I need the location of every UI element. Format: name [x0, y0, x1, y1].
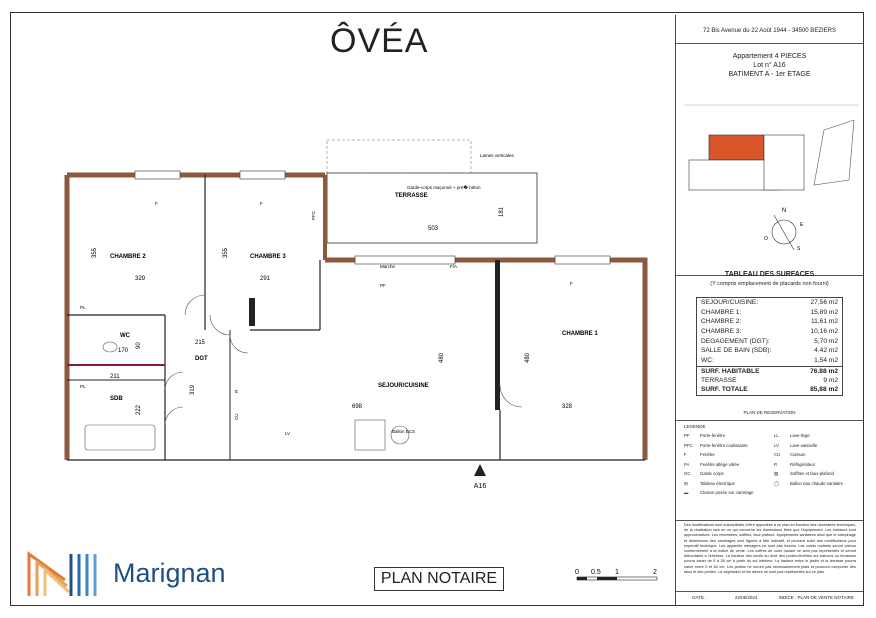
- legend-code2: LL: [774, 433, 779, 438]
- marker-label: A16: [473, 483, 487, 490]
- legend-label2: Lave-linge: [790, 433, 810, 438]
- dim-chambre3-h: 355: [223, 247, 229, 258]
- compass-n: N: [781, 208, 787, 214]
- info-panel: [675, 15, 863, 605]
- window-sejour: [355, 256, 455, 264]
- dim-terrasse-h: 181: [499, 206, 505, 217]
- legend-code2: LV: [774, 442, 779, 448]
- scale-label-1: 1: [615, 569, 619, 576]
- door-ch2: [185, 295, 205, 315]
- exterior-wall-right: [325, 260, 645, 460]
- surface-row: [697, 346, 842, 356]
- floor-plan-svg: [55, 135, 665, 495]
- label-pl-sdb: PL: [80, 384, 86, 389]
- label-chambre3: CHAMBRE 3: [250, 254, 286, 260]
- surface-value: 85,88 m2: [810, 386, 838, 394]
- dim-chambre1-h: 480: [525, 352, 531, 363]
- floor-plan: [55, 135, 665, 495]
- compass-o: O: [764, 236, 768, 242]
- scale-bar: [575, 566, 665, 588]
- surface-label: CHAMBRE 2:: [701, 318, 742, 326]
- address: 72 Bis Avenue du 22 Août 1944 - 34500 BEZIERS: [703, 28, 836, 34]
- label-marche: Marche: [380, 264, 396, 269]
- legend-code: PF: [684, 433, 690, 438]
- label-lv: LV: [285, 431, 291, 436]
- surface-value: 1,54 m2: [814, 357, 838, 365]
- label-f-ch2: F: [155, 201, 158, 206]
- surface-row: [697, 308, 842, 318]
- wall-block-ch1: [495, 260, 500, 410]
- legend-label2: Réfrigérateur: [790, 461, 816, 467]
- dim-chambre3-w: 291: [260, 276, 271, 282]
- surface-label: SURF. HABITABLE: [701, 367, 760, 375]
- legend-label: Fenêtre allège vitrée: [700, 461, 740, 467]
- legend-label: Porte-fenêtre coulissante: [700, 442, 748, 448]
- kitchen-unit: [355, 420, 385, 450]
- door-sdb: [165, 407, 183, 425]
- dim-dgt-w: 215: [195, 340, 206, 346]
- legend-label: Garde corps: [700, 471, 724, 476]
- surfaces-subtitle: (Y compris emplacement de placards non fourni): [710, 281, 829, 287]
- surface-row: [697, 356, 842, 366]
- surface-row: [697, 298, 842, 308]
- surface-label: SEJOUR/CUISINE:: [701, 299, 759, 306]
- dim-sdb-h: 222: [136, 404, 142, 415]
- label-garde-corps: Garde-corps maçonné + pré� béton: [407, 185, 481, 190]
- surface-row: [697, 327, 842, 337]
- label-r: R: [234, 389, 239, 393]
- wall-block-1: [249, 298, 255, 326]
- marignan-logo: [27, 550, 247, 598]
- surface-value: 11,61 m2: [810, 318, 838, 326]
- legend-code2: [774, 490, 790, 496]
- surface-row: [697, 366, 842, 376]
- surfaces-title: TABLEAU DES SURFACES: [724, 271, 815, 278]
- label-ballon: Ballon ECS: [392, 429, 416, 434]
- scale-label-2: 2: [653, 569, 657, 576]
- logo-text: Marignan: [113, 558, 226, 588]
- dim-wc-w: 170: [118, 348, 129, 354]
- door-wc: [165, 372, 183, 390]
- plan-notaire-title: PLAN NOTAIRE: [374, 567, 504, 591]
- legend-label: Tableau électrique: [700, 480, 735, 486]
- compass-e: E: [800, 222, 804, 228]
- surface-value: 76.88 m2: [810, 367, 838, 375]
- terrace-canopy: [327, 140, 471, 173]
- brand-title: ÔVÉA: [330, 22, 429, 60]
- logo-mark-icon: [27, 550, 109, 598]
- surface-label: DEGAGEMENT (DGT):: [701, 337, 770, 345]
- plan-marker: [465, 462, 495, 492]
- label-f-ch3: F: [260, 201, 263, 206]
- legend-code2: ▨: [774, 471, 779, 476]
- dim-sejour-h: 480: [439, 352, 445, 363]
- window-ch2: [135, 171, 180, 179]
- legend-label2: Lave-vaisselle: [790, 442, 818, 448]
- surface-label: CHAMBRE 1:: [701, 308, 742, 316]
- surface-label: WC:: [701, 357, 714, 365]
- footer-bar: [676, 591, 863, 603]
- footer-date: 22/05/2024: [734, 595, 758, 600]
- surface-label: CHAMBRE 3:: [701, 328, 742, 336]
- bathtub: [85, 425, 155, 450]
- surface-value: 9 m2: [823, 376, 838, 384]
- footer-index: INDICE : PLAN DE VENTE NOTAIRE: [778, 595, 854, 600]
- scale-seg-1: [577, 577, 587, 580]
- dim-chambre2-h: 355: [92, 247, 98, 258]
- site-boundary: [814, 120, 854, 185]
- divider: [676, 420, 863, 421]
- legend-code: GC: [684, 471, 691, 476]
- scale-seg-2: [597, 577, 617, 580]
- surface-row: [697, 385, 842, 395]
- legend-code: PFC: [684, 442, 693, 448]
- dim-wc-h: 90: [136, 342, 142, 349]
- surface-row: [697, 317, 842, 327]
- lot-highlight: [709, 135, 764, 160]
- apartment-type: Appartement 4 PIECES: [732, 53, 807, 60]
- legend-label: Porte-fenêtre: [700, 433, 726, 438]
- footer-date-label: DATE :: [692, 595, 707, 600]
- dim-sejour-w: 698: [352, 404, 363, 410]
- surface-value: 10,16 m2: [810, 328, 838, 336]
- legend-label2: [790, 490, 856, 496]
- legend-code: FA: [684, 461, 690, 467]
- label-pl-ch2: PL: [80, 305, 86, 310]
- legend-code2: CU: [774, 452, 781, 457]
- legend-code: ▬: [684, 490, 689, 495]
- surface-row: [697, 337, 842, 347]
- scale-label-05: 0.5: [591, 569, 601, 576]
- legend-note: Des modifications sont susceptibles d'être apportées à ce plan en fonction des nécessités techniques, de la réalisation tant en ce qui concerne les dimensions liées que l'équipement. Les surfaces sont approximatives. Les retombées, soffites, faux plafond, équipements sanitaires ainsi que le calepinage et dimensions des carrelages sont figurés à titre indicatif, et peuvent subir des modifications pour impératif technique. Les appareils ménagers ne sont pas fournis. Les volets roulants seront prévus conformément à la notice de vente. Les coffres de volet roulant ne sont pas représentés et seront débordants à l'intérieur. La hauteur des seuils au droit des portes-fenêtres sur balcons ou terrasses pourra varier de 5 à 35 cm à partir du sol intérieur. La hauteur entre le jardin et la terrasse pourra varier entre 0 et 60 cm. Les jardins ne seront pas nécessairement plats et pourront comporter des talus et des pentes. La végétation et les arbres ne sont pas représentés sur ce plan.: [684, 523, 856, 574]
- label-f-ch1: F: [570, 281, 573, 286]
- dim-terrasse-w: 503: [428, 226, 439, 232]
- dim-chambre2-w: 329: [135, 276, 146, 282]
- terrace-outline: [327, 173, 537, 243]
- apartment-lot: Lot n° A16: [753, 62, 786, 69]
- legend-grid: [684, 433, 859, 496]
- dim-sdb-w: 211: [110, 374, 120, 380]
- door-ch1: [500, 385, 522, 407]
- building-block-b: [764, 135, 804, 190]
- legend-code2: R: [774, 461, 778, 467]
- legend-label2: Cuisson: [790, 452, 806, 457]
- label-sejour: SEJOUR/CUISINE: [378, 383, 429, 389]
- apartment-info: [676, 52, 863, 79]
- dim-chambre1-w: 328: [562, 404, 573, 410]
- label-sdb: SDB: [110, 396, 123, 402]
- legend-label: Fenêtre: [700, 452, 715, 457]
- compass-s: S: [797, 246, 801, 252]
- surface-label: SALLE DE BAIN (SDB):: [701, 347, 772, 355]
- scale-label-0: 0: [575, 569, 579, 576]
- surface-value: 15,89 m2: [810, 308, 838, 316]
- label-pfc: PFC: [311, 211, 316, 220]
- legend-label2: Ballon eau chaude sanitaire: [790, 480, 844, 486]
- label-chambre1: CHAMBRE 1: [562, 331, 598, 337]
- label-dgt: DGT: [195, 356, 208, 362]
- legend-code: F: [684, 452, 687, 457]
- label-chambre2: CHAMBRE 2: [110, 254, 146, 260]
- divider: [676, 43, 863, 44]
- surface-label: TERRASSE: [701, 376, 737, 384]
- apartment-building: BATIMENT A - 1er ETAGE: [728, 71, 811, 78]
- surface-value: 27,56 m2: [810, 299, 838, 306]
- label-cu: CU: [234, 413, 239, 420]
- label-terrasse: TERRASSE: [395, 193, 428, 199]
- label-fa: F/A: [450, 264, 458, 269]
- legend-subtitle: LEGENDE: [684, 424, 706, 429]
- label-wc: WC: [120, 333, 130, 339]
- toilet: [103, 342, 117, 352]
- divider: [676, 520, 863, 521]
- legend-label: Cloison posée sur carrelage: [700, 490, 754, 495]
- window-ch3: [240, 171, 285, 179]
- site-plan: [684, 100, 859, 270]
- legend-label2: Soffites et faux-plafond: [790, 471, 834, 476]
- label-lames: Lames verticales: [480, 153, 514, 158]
- marker-arrow-icon: [474, 464, 486, 476]
- surface-value: 4,42 m2: [814, 347, 838, 355]
- surface-value: 5,70 m2: [814, 337, 838, 345]
- legend-title: PLAN DE RESERVATION: [743, 410, 796, 415]
- label-pf: PF: [380, 283, 386, 288]
- dim-dgt-h: 319: [190, 384, 196, 395]
- door-entry: [230, 335, 248, 353]
- window-ch1: [555, 256, 610, 264]
- surface-row: [697, 376, 842, 386]
- legend-code2: ◯: [774, 480, 779, 486]
- surface-label: SURF. TOTALE: [701, 386, 748, 394]
- legend-code: ⊟: [684, 480, 688, 486]
- surfaces-table: [696, 297, 843, 396]
- door-ch3: [210, 315, 230, 335]
